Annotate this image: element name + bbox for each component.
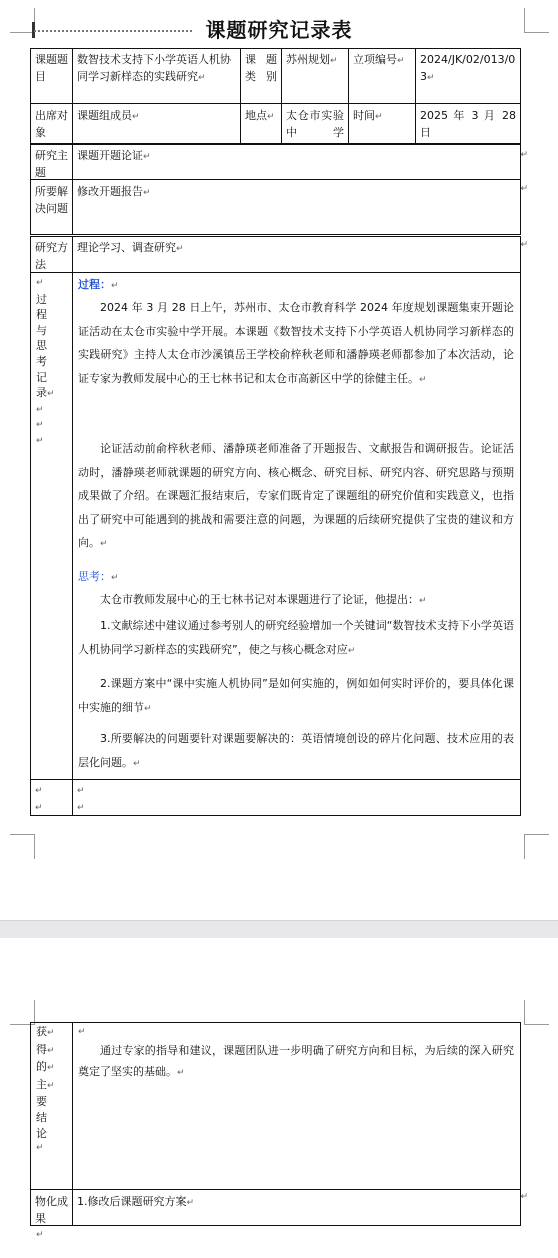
attendees-value[interactable]: 课题组成员↵ xyxy=(77,109,140,122)
project-no-label: 立项编号↵ xyxy=(353,53,405,66)
process-heading: 过程：↵ xyxy=(78,278,119,291)
time-label: 时间↵ xyxy=(353,109,383,122)
category-label: 课题类别 xyxy=(245,53,277,83)
location-label: 地点↵ xyxy=(245,109,275,122)
row-end-mark: ↵ xyxy=(520,1192,528,1202)
record-paragraph-5[interactable]: 2.课题方案中“课中实施人机协同”是如何实施的，例如如何实时评价的，要具体化课中实施的细节↵ xyxy=(78,677,514,714)
output-label: 物化成果 xyxy=(35,1195,68,1225)
empty-cell-right[interactable]: ↵ ↵ xyxy=(77,786,85,813)
row-end-mark: ↵ xyxy=(520,240,528,250)
empty-cell-left[interactable]: ↵ ↵ xyxy=(35,786,43,813)
time-value[interactable]: 2025 年 3 月 28 日 xyxy=(420,109,516,139)
problem-value[interactable]: 修改开题报告↵ xyxy=(77,185,151,198)
record-paragraph-1[interactable]: 2024 年 3 月 28 日上午，苏州市、太仓市教育科学 2024 年度规划课题集束开题论证活动在太仓市实验中学开展。本课题《数智技术支持下小学英语人机协同学习新样态的实践研究》主持人太仓市沙溪镇岳王学校俞梓秋老师和潘静瑛老师都参加了本次活动，论证专家为教师发展中心的王七林书记和太仓市高新区中学的徐健主任。↵ xyxy=(78,301,514,385)
paragraph-mark: ↵ xyxy=(36,1230,44,1240)
conclusion-label: 获↵ 得↵ 的↵ 主↵ 要 结 论 ↵ xyxy=(36,1025,55,1154)
conclusion-text[interactable]: 通过专家的指导和建议，课题团队进一步明确了研究方向和目标，为后续的深入研究奠定了坚实的基础。↵ xyxy=(78,1044,514,1078)
category-value[interactable]: 苏州规划↵ xyxy=(286,53,338,66)
record-label: ↵ 过 程 与 思 考 记 录↵ ↵ ↵ ↵ xyxy=(36,278,55,446)
page-corner-mark xyxy=(524,1000,549,1025)
project-no-value[interactable]: 2024/JK/02/013/03↵ xyxy=(420,53,516,83)
row-end-mark: ↵ xyxy=(520,184,528,194)
record-paragraph-3[interactable]: 太仓市教师发展中心的王七林书记对本课题进行了论证，他提出：↵ xyxy=(100,593,427,606)
conclusion-blank-line: ↵ xyxy=(78,1027,86,1037)
document-page-2 xyxy=(0,938,558,1258)
theme-value[interactable]: 课题开题论证↵ xyxy=(77,149,151,162)
topic-label: 课题题目 xyxy=(35,53,68,83)
page-corner-mark xyxy=(10,834,35,859)
record-paragraph-4[interactable]: 1.文献综述中建议通过参考别人的研究经验增加一个关键词“数智技术支持下小学英语人机协同学习新样态的实践研究”，使之与核心概念对应↵ xyxy=(78,619,514,656)
thinking-heading: 思考：↵ xyxy=(78,570,119,583)
row-end-mark: ↵ xyxy=(520,150,528,160)
page-corner-mark xyxy=(524,834,549,859)
problem-label: 所要解决问题 xyxy=(35,185,68,215)
record-paragraph-2[interactable]: 论证活动前俞梓秋老师、潘静瑛老师准备了开题报告、文献报告和调研报告。论证活动时，潘静瑛老师就课题的研究方向、核心概念、研究目标、研究内容、研究思路与预期成果做了介绍。在课题汇报结束后，专家们既肯定了课题组的研究价值和实践意义，也指出了研究中可能遇到的挑战和需要注意的问题，为课题的后续研究提供了宝贵的建议和方向。↵ xyxy=(78,442,514,549)
page-separator xyxy=(0,920,558,940)
theme-label: 研究主题 xyxy=(35,149,68,179)
method-value[interactable]: 理论学习、调查研究↵ xyxy=(77,241,184,254)
topic-value[interactable]: 数智技术支持下小学英语人机协同学习新样态的实践研究↵ xyxy=(77,53,231,83)
method-label: 研究方法 xyxy=(35,241,68,271)
record-paragraph-6[interactable]: 3.所要解决的问题要针对课题要解决的：英语情境创设的碎片化问题、技术应用的表层化问题。↵ xyxy=(78,732,514,769)
document-title: 课题研究记录表 xyxy=(205,18,353,42)
attendees-label: 出席对象 xyxy=(35,109,68,139)
output-value[interactable]: 1.修改后课题研究方案↵ xyxy=(77,1195,195,1208)
location-value[interactable]: 太仓市实验中学 xyxy=(286,109,344,139)
